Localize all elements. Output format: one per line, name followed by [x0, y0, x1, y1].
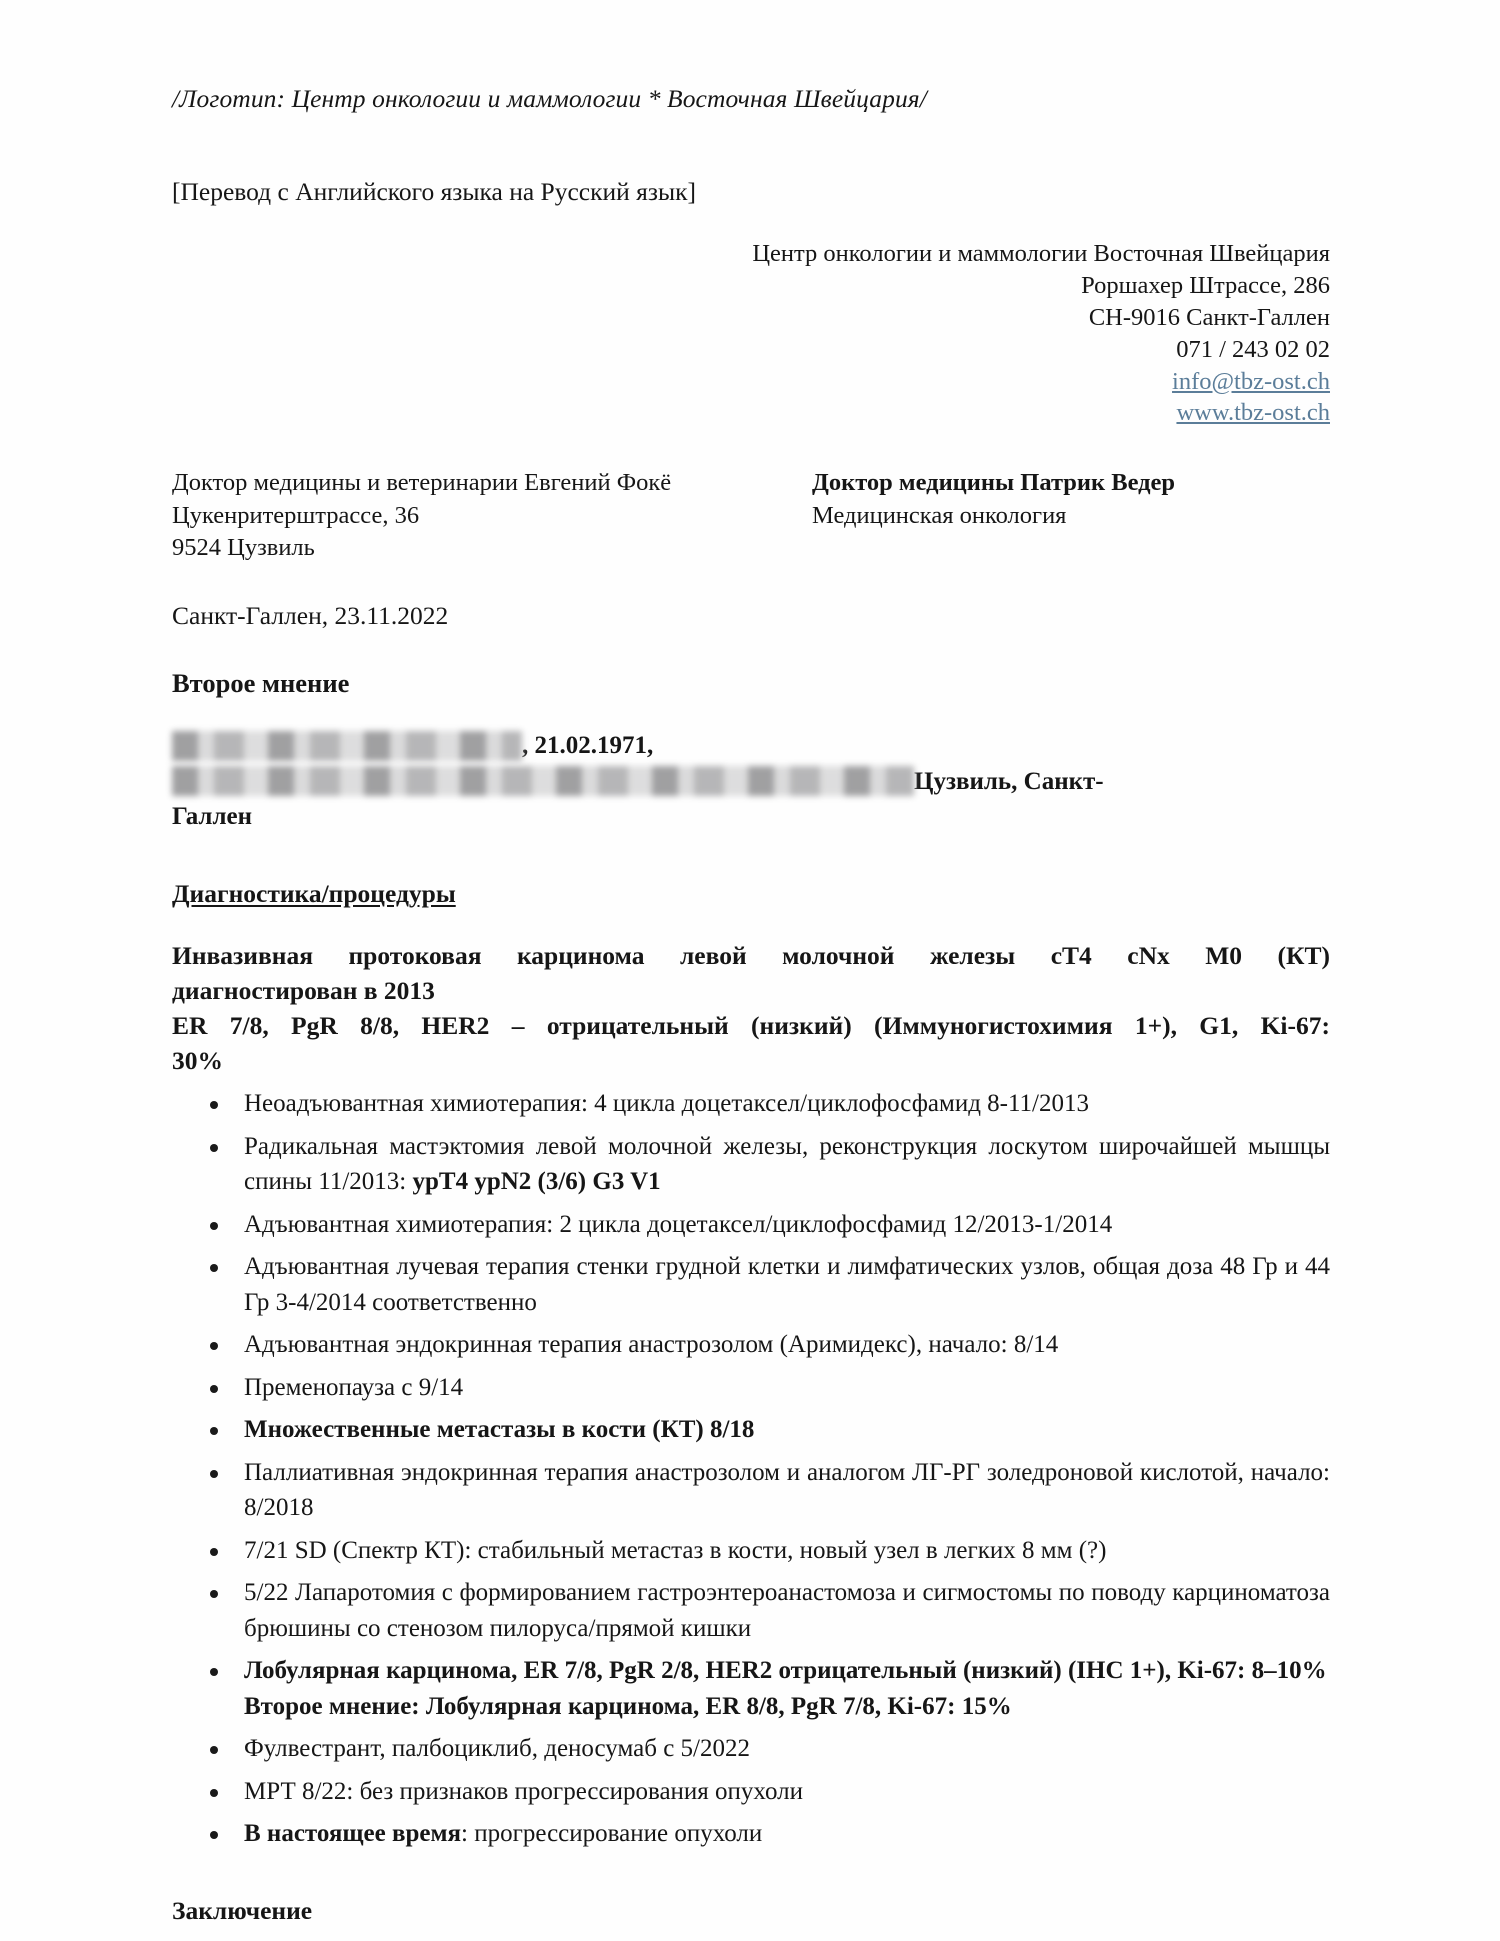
list-item — [172, 1533, 1330, 1569]
bullet-text: Адъювантная эндокринная терапия анастрозолом (Аримидекс), начало: 8/14 — [244, 1331, 1059, 1359]
bullet-text: Радикальная мастэктомия левой молочной железы, реконструкция лоскутом широчайшей мышцы спины 11/2013: — [244, 1132, 1330, 1196]
recipient-name: Доктор медицины и ветеринарии Евгений Фокё — [172, 469, 672, 497]
place-and-date: Санкт-Галлен, 23.11.2022 — [172, 600, 449, 630]
list-item — [172, 1412, 1330, 1448]
diagnosis-line-3: ER 7/8, PgR 8/8, HER2 – отрицательный (низкий) (Иммуногистохимия 1+), G1, Ki-67: — [172, 1011, 1330, 1041]
bullet-text: Фулвестрант, палбоциклиб, деносумаб с 5/2022 — [244, 1735, 750, 1763]
list-item — [172, 1129, 1330, 1200]
treatment-history-list — [172, 1086, 1330, 1852]
bullet-subline: Второе мнение: Лобулярная карцинома, ER 8/8, PgR 7/8, Ki-67: 15% — [244, 1692, 1012, 1720]
bullet-text: Адъювантная химиотерапия: 2 цикла доцетаксел/циклофосфамид 12/2013-1/2014 — [244, 1210, 1113, 1238]
list-item — [172, 1327, 1330, 1363]
list-item — [172, 1455, 1330, 1526]
sender-name: Доктор медицины Патрик Ведер — [812, 469, 1176, 497]
list-item — [172, 1249, 1330, 1320]
patient-identification-block — [172, 728, 1330, 835]
section-heading-diagnostics: Диагностика/процедуры — [172, 878, 456, 908]
patient-name-row — [172, 728, 1330, 764]
list-item — [172, 1207, 1330, 1243]
list-item — [172, 1816, 1330, 1852]
list-item — [172, 1774, 1330, 1810]
list-item — [172, 1731, 1330, 1767]
sender-block — [812, 467, 1330, 565]
bullet-text: Неоадъювантная химиотерапия: 4 цикла доцетаксел/циклофосфамид 8-11/2013 — [244, 1090, 1090, 1118]
recipient-city: 9524 Цузвиль — [172, 534, 315, 562]
clinic-street: Роршахер Штрассе, 286 — [1081, 272, 1330, 300]
patient-address-wrap: Галлен — [172, 803, 252, 831]
bullet-text: МРТ 8/22: без признаков прогрессирования опухоли — [244, 1777, 804, 1805]
bullet-bold-tail: ypT4 ypN2 (3/6) G3 V1 — [412, 1168, 661, 1196]
diagnosis-line-1: Инвазивная протоковая карцинома левой молочной железы cT4 cNx M0 (КТ) — [172, 941, 1330, 971]
clinic-city: CH-9016 Санкт-Галлен — [1088, 303, 1330, 331]
clinic-logo-line: /Логотип: Центр онкологии и маммологии * Восточная Швейцария/ — [172, 84, 927, 113]
bullet-text: : прогрессирование опухоли — [461, 1820, 763, 1848]
list-item — [172, 1370, 1330, 1406]
bullet-text: Пременопауза с 9/14 — [244, 1373, 464, 1401]
list-item — [172, 1575, 1330, 1646]
redacted-patient-name — [172, 731, 522, 761]
clinic-address-block — [172, 238, 1330, 429]
patient-address-row — [172, 764, 1330, 800]
diagnosis-line-2: диагностирован в 2013 — [172, 976, 435, 1006]
clinic-email-link[interactable]: info@tbz-ost.ch — [1172, 367, 1330, 395]
translation-note: [Перевод с Английского языка на Русский язык] — [172, 176, 696, 206]
bullet-bold-lead: В настоящее время — [244, 1820, 462, 1848]
clinic-website-link[interactable]: www.tbz-ost.ch — [1176, 399, 1330, 427]
list-item — [172, 1086, 1330, 1122]
bullet-text: Паллиативная эндокринная терапия анастрозолом и аналогом ЛГ-РГ золедроновой кислотой, начало: 8/2018 — [244, 1458, 1330, 1522]
patient-birth-date: , 21.02.1971, — [522, 732, 654, 760]
bullet-text: Множественные метастазы в кости (КТ) 8/18 — [244, 1416, 755, 1444]
page-title: Второе мнение — [172, 667, 350, 698]
redacted-patient-address — [172, 766, 914, 796]
list-item — [172, 1653, 1330, 1724]
recipient-block — [172, 467, 812, 565]
section-heading-conclusion: Заключение — [172, 1895, 313, 1925]
bullet-text: Лобулярная карцинома, ER 7/8, PgR 2/8, HER2 отрицательный (низкий) (IHC 1+), Ki-67: 8–10% — [244, 1657, 1327, 1685]
diagnosis-line-4: 30% — [172, 1046, 223, 1076]
sender-department: Медицинская онкология — [812, 501, 1067, 529]
bullet-text: 7/21 SD (Спектр КТ): стабильный метастаз в кости, новый узел в легких 8 мм (?) — [244, 1536, 1107, 1564]
clinic-name: Центр онкологии и маммологии Восточная Швейцария — [752, 240, 1330, 268]
bullet-text: 5/22 Лапаротомия с формированием гастроэнтероанастомоза и сигмостомы по поводу карциноматоза брюшины со стенозом пилоруса/прямой кишки — [244, 1579, 1330, 1642]
patient-address-tail: Цузвиль, Санкт- — [914, 767, 1104, 795]
parties-row — [172, 467, 1330, 565]
recipient-street: Цукенритерштрассе, 36 — [172, 501, 420, 529]
diagnosis-summary — [172, 939, 1330, 1079]
document-content — [172, 0, 1330, 1926]
bullet-text: Адъювантная лучевая терапия стенки грудной клетки и лимфатических узлов, общая доза 48 Гр и 44 Гр 3-4/2014 соответственно — [244, 1253, 1330, 1316]
clinic-phone: 071 / 243 02 02 — [1176, 335, 1330, 363]
